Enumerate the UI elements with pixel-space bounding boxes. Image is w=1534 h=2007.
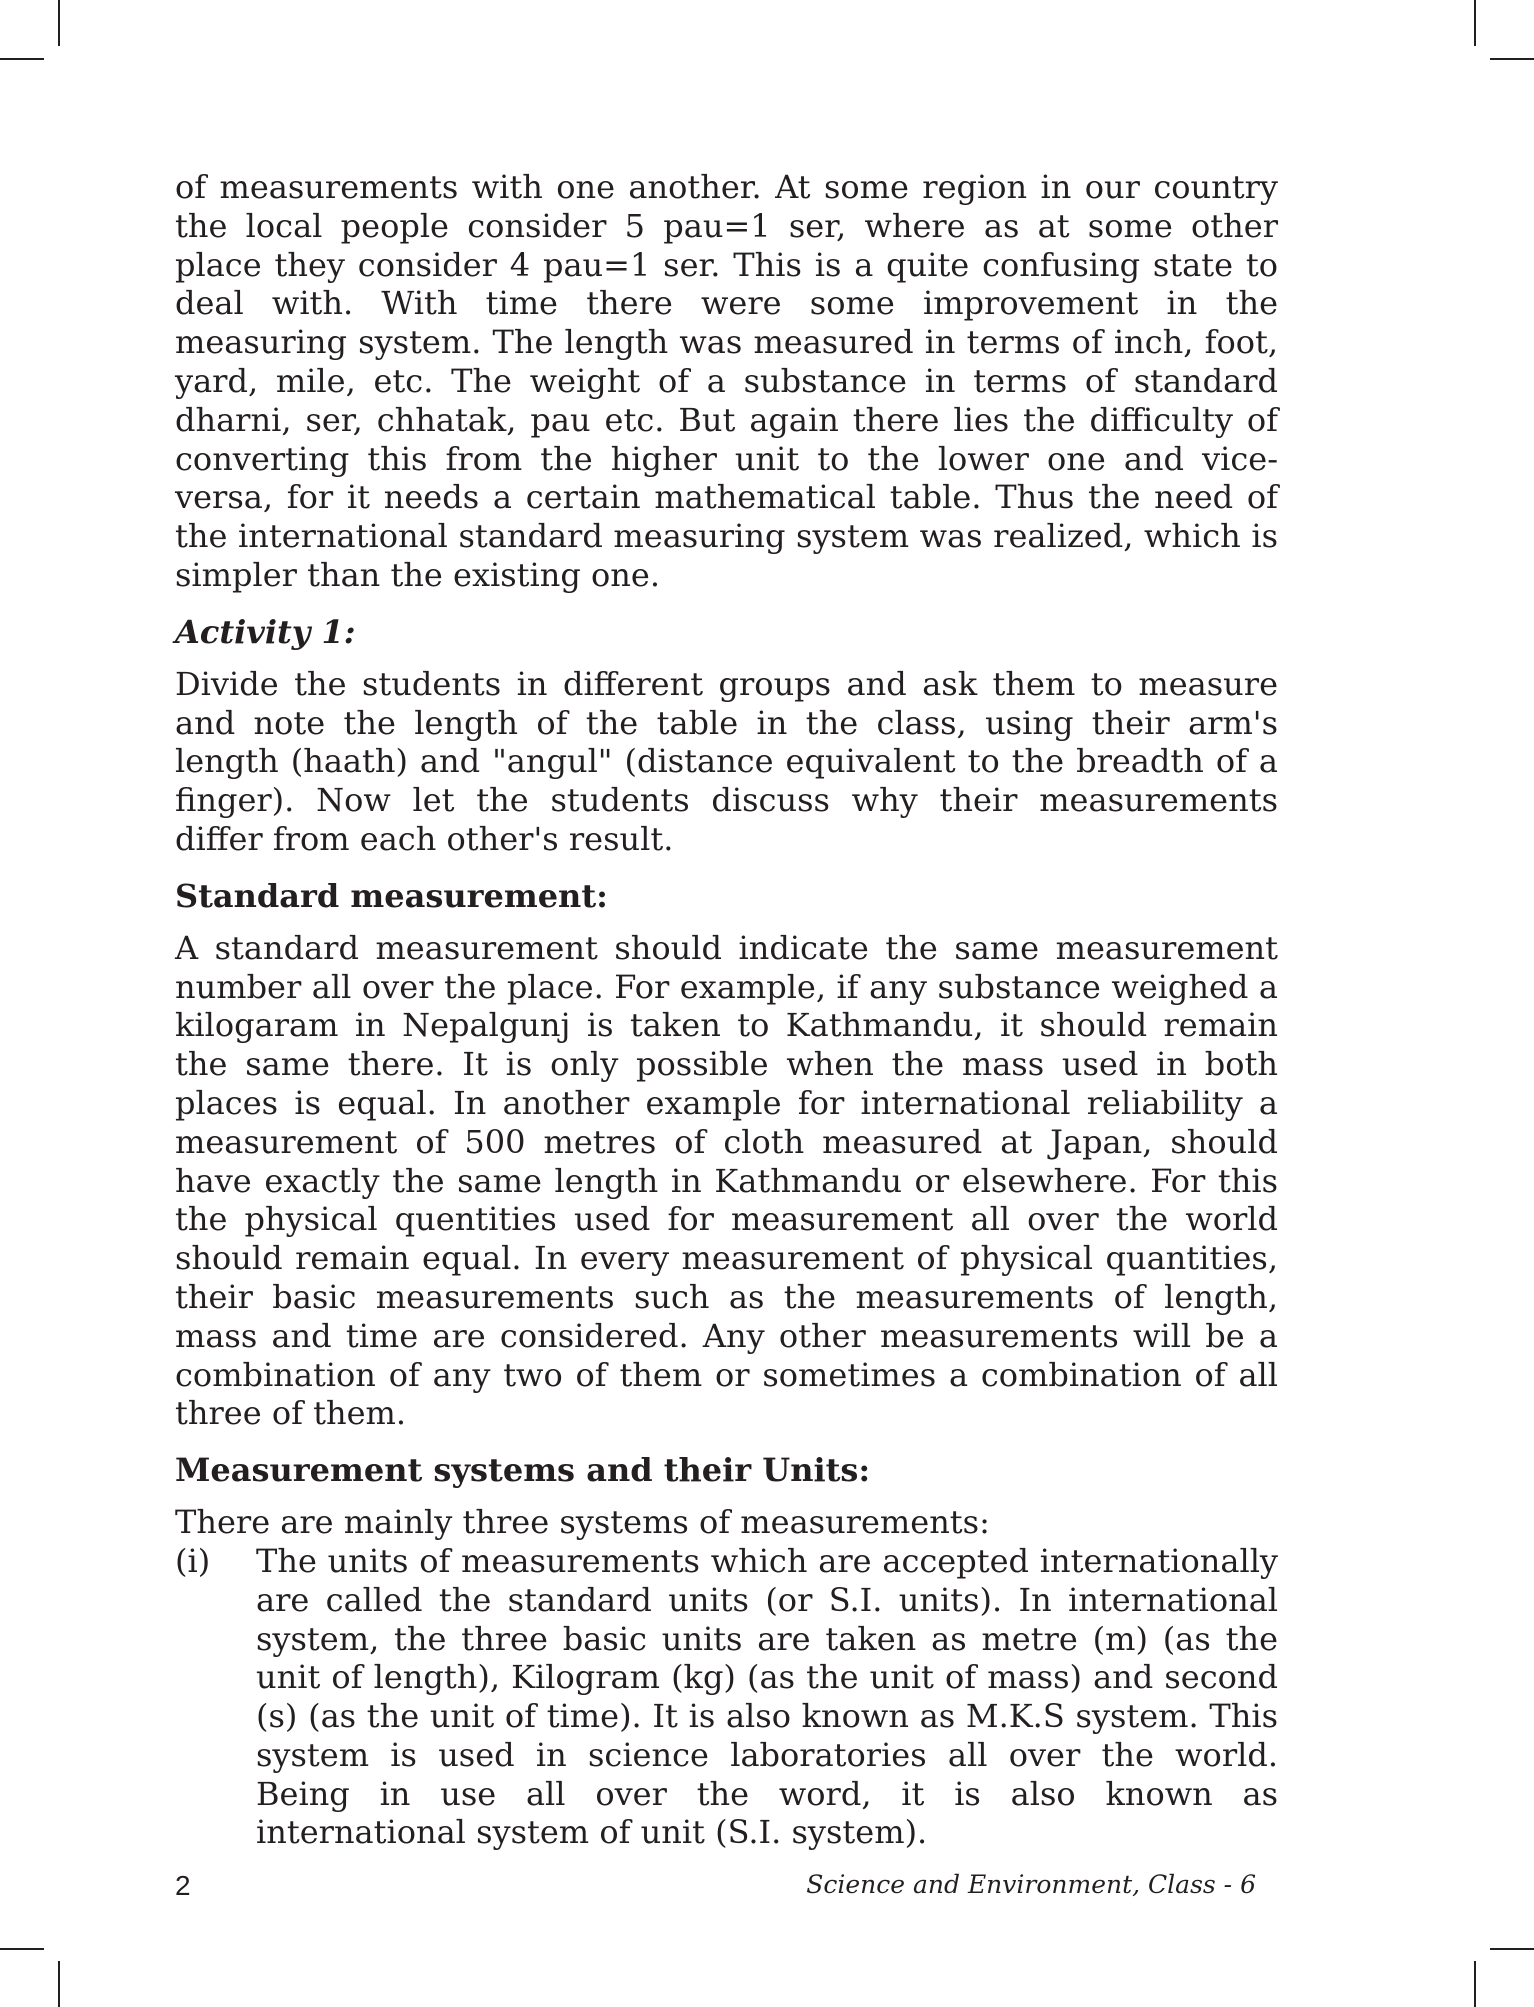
book-title: Science and Environment, Class - 6: [806, 1870, 1256, 1899]
crop-mark-top-left-horizontal: [0, 58, 44, 60]
activity-heading: Activity 1:: [175, 612, 356, 651]
crop-mark-bottom-right-vertical: [1474, 1961, 1476, 2007]
crop-mark-top-right-horizontal: [1490, 58, 1534, 60]
list-item: [175, 1542, 1278, 1852]
page-number: 2: [175, 1870, 191, 1901]
standard-measurement-heading: Standard measurement:: [175, 876, 608, 915]
measurement-systems-heading: Measurement systems and their Units:: [175, 1451, 871, 1490]
crop-mark-bottom-left-horizontal: [0, 1948, 44, 1950]
list-item-text: The units of measurements which are accepted internationally are called the standard units (or S.I. units). In international system, the three basic units are taken as metre (m) (as the unit of length), Kilogram (kg) (as the unit of mass) and second (s) (as the unit of time). It is also known as M.K.S system. This system is used in science laboratories all over the world. Being in use all over the word, it is also known as international system of unit (S.I. system).: [256, 1541, 1278, 1852]
measurement-systems-intro: There are mainly three systems of measurements:: [175, 1503, 990, 1542]
standard-measurement-paragraph: A standard measurement should indicate the same measurement number all over the place. For example, if any substance weighed a kilogaram in Nepalgunj is taken to Kathmandu, it should remain the same there. It is only possible when the mass used in both places is equal. In another example for international reliability a measurement of 500 metres of cloth measured at Japan, should have exactly the same length in Kathmandu or elsewhere. For this the physical quentities used for measurement all over the world should remain equal. In every measurement of physical quantities, their basic measurements such as the measurements of length, mass and time are considered. Any other measurements will be a combination of any two of them or sometimes a combination of all three of them.: [175, 928, 1278, 1433]
crop-mark-bottom-right-horizontal: [1490, 1948, 1534, 1950]
crop-mark-bottom-left-vertical: [58, 1961, 60, 2007]
crop-mark-top-left-vertical: [58, 0, 60, 46]
crop-mark-top-right-vertical: [1474, 0, 1476, 46]
list-marker: (i): [175, 1541, 211, 1580]
intro-paragraph: of measurements with one another. At some region in our country the local people consider 5 pau=1 ser, where as at some other place they consider 4 pau=1 ser. This is a quite confusing state to deal with. With time there were some improvement in the measuring system. The length was measured in terms of inch, foot, yard, mile, etc. The weight of a substance in terms of standard dharni, ser, chhatak, pau etc. But again there lies the difficulty of converting this from the higher unit to the lower one and vice-versa, for it needs a certain mathematical table. Thus the need of the international standard measuring system was realized, which is simpler than the existing one.: [175, 168, 1278, 594]
page-content: [175, 168, 1278, 1852]
activity-paragraph: Divide the students in different groups and ask them to measure and note the length of the table in the class, using their arm's length (haath) and "angul" (distance equivalent to the breadth of a finger). Now let the students discuss why their measurements differ from each other's result.: [175, 664, 1278, 858]
